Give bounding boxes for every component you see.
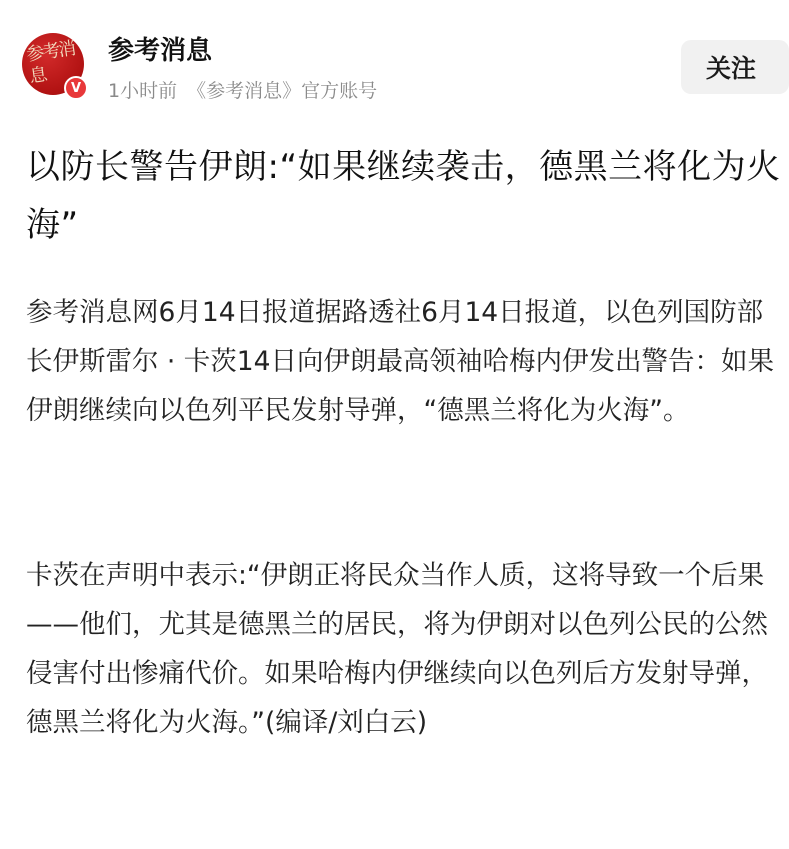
article-paragraph-1: 参考消息网6月14日报道据路透社6月14日报道，以色列国防部长伊斯雷尔 · 卡茨14日向伊朗最高领袖哈梅内伊发出警告：如果伊朗继续向以色列平民发射导弹，“德黑兰将化为火海”。 <box>26 297 774 426</box>
avatar-logo-text: 参考消息 <box>25 38 76 88</box>
account-source: 《参考消息》官方账号 <box>187 80 378 102</box>
article-title: 以防长警告伊朗:“如果继续袭击，德黑兰将化为火海” <box>26 147 781 245</box>
follow-button[interactable]: 关注 <box>681 40 789 94</box>
account-name[interactable]: 参考消息 <box>108 36 213 66</box>
article-paragraph-2: 卡茨在声明中表示:“伊朗正将民众当作人质，这将导致一个后果——他们，尤其是德黑兰的居民，将为伊朗对以色列公民的公然侵害付出惨痛代价。如果哈梅内伊继续向以色列后方发射导弹，德黑兰将化为火海。”(编译/刘白云) <box>26 560 768 738</box>
article-header <box>0 0 789 120</box>
post-meta <box>108 76 377 103</box>
verified-badge-icon: V <box>64 76 88 100</box>
post-time: 1小时前 <box>108 80 178 102</box>
